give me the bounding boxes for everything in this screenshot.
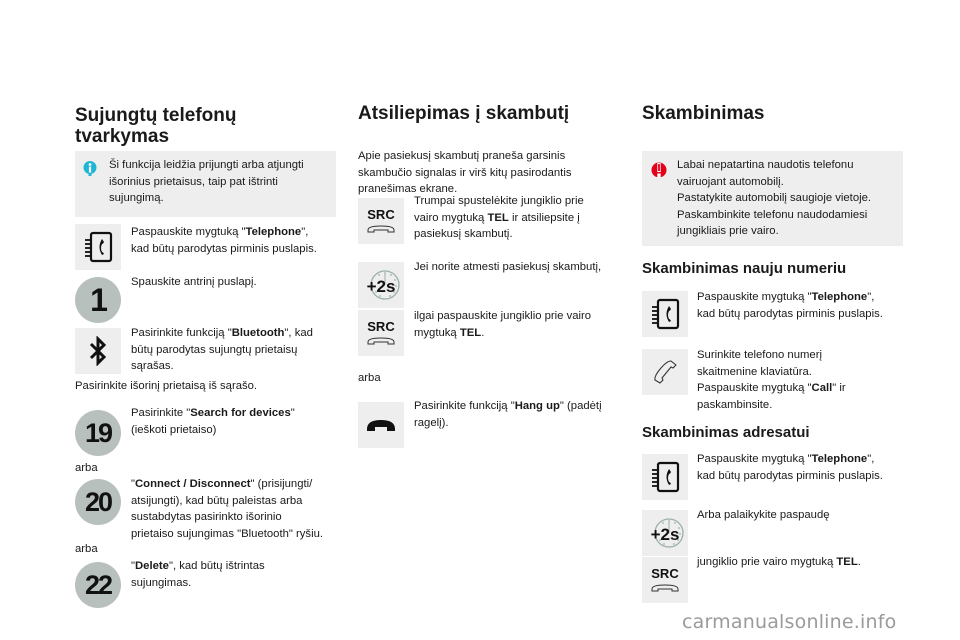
button-name: Telephone bbox=[245, 226, 302, 238]
option-name: Delete bbox=[135, 560, 169, 572]
number: 20 bbox=[84, 486, 112, 517]
warning-note-text bbox=[677, 157, 871, 240]
text: skambučio signalas ir virš kitų pasirodantis bbox=[358, 166, 572, 179]
text: Paspauskite mygtuką " bbox=[131, 226, 246, 238]
subsection-title-new-number: Skambinimas nauju numeriu bbox=[642, 260, 847, 277]
section-title-phone-management bbox=[75, 105, 236, 147]
bluetooth-icon bbox=[87, 336, 109, 366]
text: Paspauskite mygtuką " bbox=[697, 453, 812, 465]
telephone-book-icon bbox=[82, 230, 114, 264]
info-note-text bbox=[109, 157, 304, 207]
text: mygtuką bbox=[414, 326, 460, 339]
title-line: tvarkymas bbox=[75, 126, 170, 147]
src-tel-button-icon-box bbox=[358, 198, 404, 244]
watermark: carmanualsonline.info bbox=[682, 611, 897, 633]
note-line: jungikliais prie vairo. bbox=[677, 225, 779, 237]
step-number-20 bbox=[75, 479, 121, 525]
long-press-icon-box bbox=[358, 262, 404, 308]
step-number-22 bbox=[75, 562, 121, 608]
src-tel-button-icon-box bbox=[642, 557, 688, 603]
text: ", bbox=[867, 291, 875, 303]
text: " (prisijungti/ bbox=[250, 478, 313, 490]
telephone-book-icon bbox=[649, 297, 681, 331]
info-note bbox=[75, 151, 336, 217]
note-line: sujungimą. bbox=[109, 192, 164, 204]
option-name: Search for devices bbox=[190, 407, 291, 419]
text: ragelį). bbox=[414, 416, 449, 429]
button-name: Call bbox=[811, 382, 833, 394]
or-text: arba bbox=[75, 543, 98, 555]
step-delete-text bbox=[131, 558, 265, 591]
or-text: arba bbox=[358, 372, 381, 384]
text: skaitmenine klaviatūra. bbox=[697, 365, 812, 378]
text: Pasirinkite funkciją " bbox=[414, 400, 515, 412]
contact-step1-text bbox=[697, 451, 883, 484]
text: " bbox=[290, 407, 295, 419]
info-icon bbox=[83, 161, 97, 176]
src-tel-button-icon-box bbox=[358, 310, 404, 356]
text: Pasirinkite funkciją " bbox=[131, 327, 232, 339]
reject-call-text: Jei norite atmesti pasiekusį skambutį, bbox=[414, 261, 602, 273]
text: Surinkite telefono numerį bbox=[697, 349, 822, 361]
or-text: arba bbox=[75, 462, 98, 474]
new-number-step1-text bbox=[697, 289, 883, 322]
answer-call-text bbox=[414, 193, 584, 243]
button-name: TEL bbox=[487, 211, 509, 224]
text: ", bbox=[867, 453, 875, 465]
function-name: Hang up bbox=[514, 400, 560, 412]
text: Pasirinkite " bbox=[131, 407, 191, 419]
telephone-button-icon-box bbox=[642, 291, 688, 337]
text: ", bbox=[301, 226, 309, 238]
text: . bbox=[857, 556, 861, 568]
select-device-text: Pasirinkite išorinį prietaisą iš sąrašo. bbox=[75, 380, 258, 392]
text: ", kad bbox=[284, 327, 313, 339]
text: kad būtų parodytas pirminis puslapis. bbox=[697, 307, 883, 320]
text: pranešimas ekrane. bbox=[358, 183, 458, 195]
text: ir atsiliepsite į bbox=[508, 211, 580, 224]
src-tel-icon bbox=[648, 565, 682, 595]
note-line: Paskambinkite telefonu naudodamiesi bbox=[677, 208, 868, 221]
hang-up-text bbox=[414, 398, 602, 431]
text: būtų parodytas sujungtų prietaisų bbox=[131, 343, 298, 356]
new-number-step2-text bbox=[697, 347, 846, 413]
text: " (padėtį bbox=[559, 400, 602, 412]
text: jungiklio prie vairo mygtuką bbox=[697, 556, 837, 568]
number: 19 bbox=[84, 417, 112, 448]
bluetooth-icon-box bbox=[75, 328, 121, 374]
text: kad būtų parodytas pirminis puslapis. bbox=[697, 469, 883, 482]
section-title-answer-call: Atsiliepimas į skambutį bbox=[358, 103, 570, 124]
button-name: Bluetooth bbox=[231, 327, 285, 339]
warning-note bbox=[642, 151, 903, 246]
text: sąrašas. bbox=[131, 360, 174, 372]
note-line: vairuojant automobilį. bbox=[677, 175, 784, 188]
telephone-button-icon-box bbox=[642, 454, 688, 500]
text: Paspauskite mygtuką " bbox=[697, 291, 812, 303]
text: " bbox=[131, 560, 136, 572]
text: atsijungti), kad būtų paleistas arba bbox=[131, 494, 303, 507]
note-line: išorinius prietaisus, taip pat ištrinti bbox=[109, 175, 278, 188]
number: 1 bbox=[90, 281, 106, 318]
contact-step3-text bbox=[697, 554, 861, 571]
button-name: TEL bbox=[459, 326, 482, 339]
long-press-icon-box bbox=[642, 510, 688, 556]
svg-text:SRC: SRC bbox=[367, 207, 395, 222]
handset-icon bbox=[650, 357, 680, 387]
button-name: Telephone bbox=[811, 291, 868, 303]
src-tel-icon bbox=[364, 206, 398, 236]
note-line: Labai nepatartina naudotis telefonu bbox=[677, 159, 854, 171]
text: sustabdytas pasirinkto išorinio bbox=[131, 511, 282, 523]
step-search-devices-text bbox=[131, 405, 295, 438]
button-name: Telephone bbox=[811, 453, 868, 465]
long-press-2s-icon bbox=[643, 513, 687, 553]
long-press-tel-text bbox=[414, 308, 591, 341]
text: Trumpai spustelėkite jungiklio prie bbox=[414, 195, 584, 207]
step-secondary-page-text: Spauskite antrinį puslapį. bbox=[131, 276, 257, 288]
telephone-button-icon-box bbox=[75, 224, 121, 270]
number: 22 bbox=[84, 569, 112, 600]
text: paskambinsite. bbox=[697, 398, 773, 411]
warning-icon bbox=[651, 162, 667, 178]
text: ", kad būtų ištrintas bbox=[168, 560, 265, 572]
option-name: Connect / Disconnect bbox=[135, 478, 251, 490]
text: Apie pasiekusį skambutį praneša garsinis bbox=[358, 150, 566, 162]
text: sujungimas. bbox=[131, 576, 192, 589]
button-name: TEL bbox=[836, 556, 858, 568]
text: vairo mygtuką bbox=[414, 211, 488, 224]
text: ilgai paspauskite jungiklio prie vairo bbox=[414, 310, 592, 322]
text: " bbox=[131, 478, 136, 490]
hang-up-icon bbox=[365, 417, 397, 433]
handset-icon-box bbox=[642, 349, 688, 395]
long-press-2s-icon bbox=[359, 265, 403, 305]
step-number-19 bbox=[75, 410, 121, 456]
hang-up-icon-box bbox=[358, 402, 404, 448]
title-line: Sujungtų telefonų bbox=[75, 105, 237, 126]
step-number-1 bbox=[75, 277, 121, 323]
text: (ieškoti prietaiso) bbox=[131, 423, 217, 436]
text: prietaiso sujungimas "Bluetooth" ryšiu. bbox=[131, 527, 324, 540]
svg-text:+2s: +2s bbox=[366, 277, 396, 296]
answer-intro-text bbox=[358, 148, 571, 198]
text: Paspauskite mygtuką " bbox=[697, 382, 812, 394]
text: " ir bbox=[832, 382, 846, 394]
svg-text:+2s: +2s bbox=[650, 525, 680, 544]
step-telephone-text bbox=[131, 224, 317, 257]
step-bluetooth-text bbox=[131, 325, 313, 375]
telephone-book-icon bbox=[649, 460, 681, 494]
note-line: Ši funkcija leidžia prijungti arba atjungti bbox=[109, 159, 304, 171]
text: pasiekusį skambutį. bbox=[414, 228, 513, 240]
svg-text:SRC: SRC bbox=[367, 319, 395, 334]
subsection-title-contact: Skambinimas adresatui bbox=[642, 424, 810, 441]
src-tel-icon bbox=[364, 318, 398, 348]
text: kad būtų parodytas pirminis puslapis. bbox=[131, 242, 317, 255]
contact-step2-text: Arba palaikykite paspaudę bbox=[697, 509, 830, 521]
svg-text:SRC: SRC bbox=[651, 566, 679, 581]
note-line: Pastatykite automobilį saugioje vietoje. bbox=[677, 192, 872, 204]
section-title-calling: Skambinimas bbox=[642, 103, 765, 124]
step-connect-disconnect-text bbox=[131, 476, 323, 542]
text: . bbox=[481, 326, 485, 339]
